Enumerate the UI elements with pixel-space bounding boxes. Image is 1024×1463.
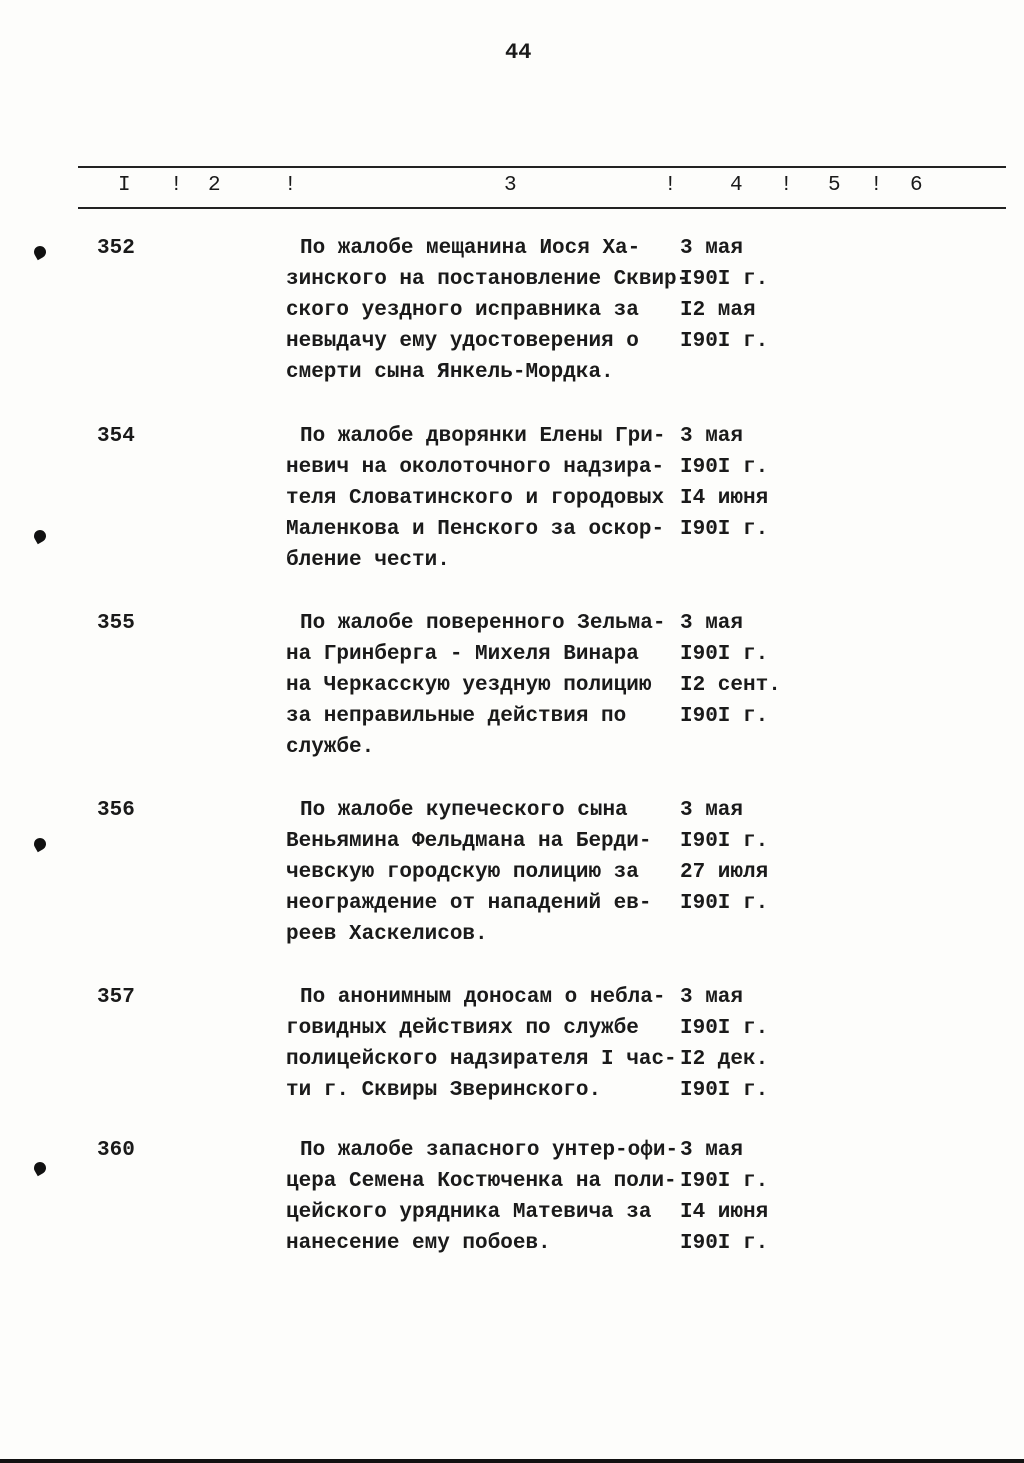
entry-dates	[680, 233, 768, 357]
description-line: теля Словатинского и городовых	[286, 487, 665, 510]
col-sep: !	[170, 174, 183, 197]
description-line: полицейского надзирателя I час-	[286, 1048, 677, 1071]
entry-description	[286, 795, 651, 950]
entry-description	[286, 233, 689, 388]
description-line: неограждение от нападений ев-	[286, 892, 652, 915]
col-6: 6	[910, 174, 923, 197]
date-line: 3 мая	[680, 612, 744, 635]
description-line: цера Семена Костюченка на поли-	[286, 1170, 677, 1193]
description-line: По жалобе мещанина Иося Ха-	[300, 237, 641, 260]
description-line: за неправильные действия по	[286, 705, 627, 728]
page-number: 44	[505, 40, 532, 65]
punch-mark	[32, 244, 48, 260]
date-line: I90I г.	[680, 643, 769, 666]
col-sep: !	[780, 174, 793, 197]
entry-number: 357	[97, 986, 135, 1009]
description-line: По жалобе поверенного Зельма-	[300, 612, 666, 635]
date-line: I4 июня	[680, 1201, 769, 1224]
entry-dates	[680, 1135, 768, 1259]
col-5: 5	[828, 174, 841, 197]
date-line: I90I г.	[680, 330, 769, 353]
date-line: I90I г.	[680, 892, 769, 915]
date-line: I2 дек.	[680, 1048, 769, 1071]
entry-dates	[680, 982, 768, 1106]
description-line: ти г. Сквиры Зверинского.	[286, 1079, 602, 1102]
entry-description	[286, 1135, 678, 1259]
description-line: По анонимным доносам о небла-	[300, 986, 666, 1009]
date-line: I2 сент.	[680, 674, 781, 697]
description-line: на Гринберга - Михеля Винара	[286, 643, 639, 666]
date-line: 3 мая	[680, 237, 744, 260]
col-2: 2	[208, 174, 221, 197]
entry-description	[286, 608, 665, 763]
date-line: I90I г.	[680, 518, 769, 541]
entry-number: 354	[97, 425, 135, 448]
col-3: 3	[504, 174, 517, 197]
punch-mark	[32, 528, 48, 544]
header-bottom-rule	[78, 207, 1006, 209]
date-line: I90I г.	[680, 830, 769, 853]
entry-number: 360	[97, 1139, 135, 1162]
description-line: ского уездного исправника за	[286, 299, 639, 322]
page-edge	[0, 1459, 1024, 1463]
column-header	[78, 174, 1006, 202]
date-line: 3 мая	[680, 425, 744, 448]
entry-description	[286, 982, 677, 1106]
description-line: нанесение ему побоев.	[286, 1232, 551, 1255]
entry-number: 356	[97, 799, 135, 822]
date-line: I4 июня	[680, 487, 769, 510]
punch-mark	[32, 836, 48, 852]
description-line: невич на околоточного надзира-	[286, 456, 665, 479]
entry-dates	[680, 608, 781, 732]
description-line: Веньямина Фельдмана на Берди-	[286, 830, 652, 853]
description-line: на Черкасскую уездную полицию	[286, 674, 652, 697]
header-top-rule	[78, 166, 1006, 168]
date-line: I2 мая	[680, 299, 756, 322]
col-sep: !	[284, 174, 297, 197]
date-line: 3 мая	[680, 1139, 744, 1162]
description-line: По жалобе запасного унтер-офи-	[300, 1139, 679, 1162]
punch-mark	[32, 1160, 48, 1176]
date-line: I90I г.	[680, 1079, 769, 1102]
entry-number: 355	[97, 612, 135, 635]
entry-dates	[680, 421, 768, 545]
date-line: I90I г.	[680, 1232, 769, 1255]
entry-dates	[680, 795, 768, 919]
date-line: I90I г.	[680, 268, 769, 291]
description-line: зинского на постановление Сквир-	[286, 268, 690, 291]
description-line: бление чести.	[286, 549, 450, 572]
date-line: 3 мая	[680, 986, 744, 1009]
description-line: Маленкова и Пенского за оскор-	[286, 518, 665, 541]
description-line: говидных действиях по службе	[286, 1017, 639, 1040]
date-line: 27 июля	[680, 861, 769, 884]
description-line: службе.	[286, 736, 375, 759]
col-sep: !	[870, 174, 883, 197]
description-line: смерти сына Янкель-Мордка.	[286, 361, 614, 384]
description-line: чевскую городскую полицию за	[286, 861, 639, 884]
description-line: По жалобе дворянки Елены Гри-	[300, 425, 666, 448]
entry-description	[286, 421, 665, 576]
col-1: I	[118, 174, 131, 197]
date-line: 3 мая	[680, 799, 744, 822]
entry-number: 352	[97, 237, 135, 260]
date-line: I90I г.	[680, 456, 769, 479]
col-4: 4	[730, 174, 743, 197]
description-line: реев Хаскелисов.	[286, 923, 488, 946]
col-sep: !	[664, 174, 677, 197]
description-line: невыдачу ему удостоверения о	[286, 330, 639, 353]
description-line: По жалобе купеческого сына	[300, 799, 628, 822]
date-line: I90I г.	[680, 705, 769, 728]
date-line: I90I г.	[680, 1017, 769, 1040]
date-line: I90I г.	[680, 1170, 769, 1193]
description-line: цейского урядника Матевича за	[286, 1201, 652, 1224]
